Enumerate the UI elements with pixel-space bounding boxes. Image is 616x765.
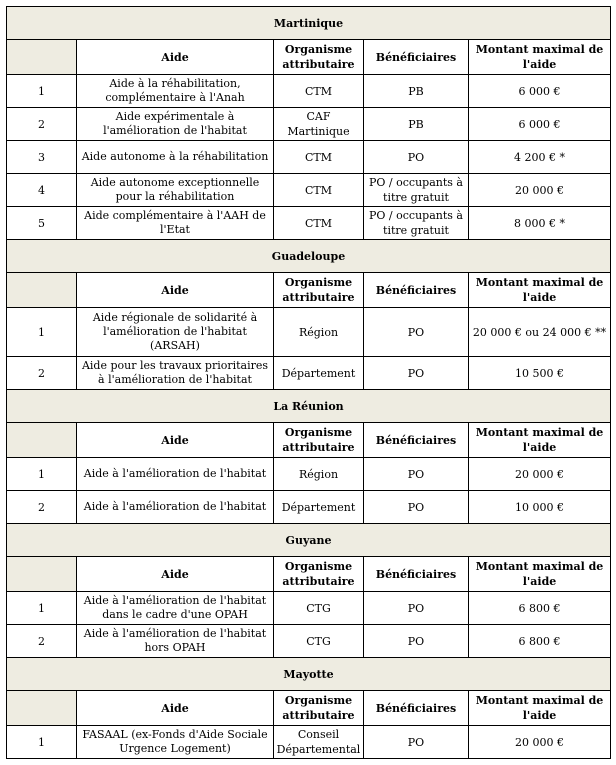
table-row: [7, 625, 611, 658]
header-aide: Aide: [77, 423, 274, 458]
aide-name: Aide à l'amélioration de l'habitat: [77, 491, 274, 524]
beneficiaires-cell: PO: [364, 357, 469, 390]
organisme-cell: CTM: [274, 141, 364, 174]
table-row: [7, 108, 611, 141]
header-blank-cell: [7, 273, 77, 308]
row-number: 1: [7, 458, 77, 491]
montant-cell: 20 000 €: [469, 726, 611, 759]
aide-name: Aide régionale de solidarité à l'amélioration de l'habitat (ARSAH): [77, 308, 274, 357]
header-aide: Aide: [77, 691, 274, 726]
aide-name: Aide autonome à la réhabilitation: [77, 141, 274, 174]
row-number: 2: [7, 491, 77, 524]
region-header-row: [7, 658, 611, 691]
montant-cell: 6 000 €: [469, 108, 611, 141]
header-beneficiaires: Bénéficiaires: [364, 691, 469, 726]
header-organisme: Organisme attributaire: [274, 273, 364, 308]
column-header-row: [7, 423, 611, 458]
row-number: 1: [7, 726, 77, 759]
header-beneficiaires: Bénéficiaires: [364, 423, 469, 458]
montant-cell: 10 000 €: [469, 491, 611, 524]
beneficiaires-cell: PB: [364, 75, 469, 108]
montant-cell: 6 800 €: [469, 625, 611, 658]
montant-cell: 6 800 €: [469, 592, 611, 625]
header-aide: Aide: [77, 273, 274, 308]
beneficiaires-cell: PO: [364, 625, 469, 658]
aide-name: Aide à l'amélioration de l'habitat hors OPAH: [77, 625, 274, 658]
beneficiaires-cell: PO: [364, 308, 469, 357]
column-header-row: [7, 40, 611, 75]
organisme-cell: Conseil Départemental: [274, 726, 364, 759]
aide-name: Aide à l'amélioration de l'habitat dans le cadre d'une OPAH: [77, 592, 274, 625]
header-organisme: Organisme attributaire: [274, 40, 364, 75]
row-number: 3: [7, 141, 77, 174]
header-organisme: Organisme attributaire: [274, 557, 364, 592]
region-header-row: [7, 7, 611, 40]
row-number: 2: [7, 357, 77, 390]
table-row: [7, 207, 611, 240]
beneficiaires-cell: PB: [364, 108, 469, 141]
region-title: Martinique: [7, 7, 611, 40]
aide-name: Aide complémentaire à l'AAH de l'Etat: [77, 207, 274, 240]
montant-cell: 20 000 €: [469, 458, 611, 491]
aide-name: Aide expérimentale à l'amélioration de l'habitat: [77, 108, 274, 141]
region-title: Guadeloupe: [7, 240, 611, 273]
row-number: 5: [7, 207, 77, 240]
region-title: Guyane: [7, 524, 611, 557]
header-blank-cell: [7, 557, 77, 592]
table-row: [7, 726, 611, 759]
header-beneficiaires: Bénéficiaires: [364, 40, 469, 75]
beneficiaires-cell: PO / occupants à titre gratuit: [364, 174, 469, 207]
header-organisme: Organisme attributaire: [274, 423, 364, 458]
header-beneficiaires: Bénéficiaires: [364, 273, 469, 308]
montant-cell: 10 500 €: [469, 357, 611, 390]
table-row: [7, 458, 611, 491]
organisme-cell: CTG: [274, 592, 364, 625]
organisme-cell: Département: [274, 357, 364, 390]
row-number: 2: [7, 625, 77, 658]
header-blank-cell: [7, 40, 77, 75]
header-montant: Montant maximal de l'aide: [469, 557, 611, 592]
header-blank-cell: [7, 691, 77, 726]
header-montant: Montant maximal de l'aide: [469, 273, 611, 308]
header-montant: Montant maximal de l'aide: [469, 40, 611, 75]
column-header-row: [7, 557, 611, 592]
organisme-cell: CTM: [274, 207, 364, 240]
column-header-row: [7, 273, 611, 308]
table-row: [7, 491, 611, 524]
organisme-cell: CTM: [274, 174, 364, 207]
beneficiaires-cell: PO: [364, 141, 469, 174]
aide-name: Aide à l'amélioration de l'habitat: [77, 458, 274, 491]
region-header-row: [7, 524, 611, 557]
row-number: 1: [7, 75, 77, 108]
header-aide: Aide: [77, 557, 274, 592]
montant-cell: 20 000 €: [469, 174, 611, 207]
montant-cell: 4 200 € *: [469, 141, 611, 174]
organisme-cell: Région: [274, 308, 364, 357]
region-title: La Réunion: [7, 390, 611, 423]
row-number: 4: [7, 174, 77, 207]
table-row: [7, 174, 611, 207]
header-montant: Montant maximal de l'aide: [469, 423, 611, 458]
header-organisme: Organisme attributaire: [274, 691, 364, 726]
table-row: [7, 308, 611, 357]
header-montant: Montant maximal de l'aide: [469, 691, 611, 726]
region-header-row: [7, 390, 611, 423]
column-header-row: [7, 691, 611, 726]
row-number: 2: [7, 108, 77, 141]
montant-cell: 6 000 €: [469, 75, 611, 108]
table-row: [7, 75, 611, 108]
aid-table: [6, 6, 611, 759]
organisme-cell: Département: [274, 491, 364, 524]
header-beneficiaires: Bénéficiaires: [364, 557, 469, 592]
organisme-cell: CAF Martinique: [274, 108, 364, 141]
region-header-row: [7, 240, 611, 273]
beneficiaires-cell: PO / occupants à titre gratuit: [364, 207, 469, 240]
montant-cell: 8 000 € *: [469, 207, 611, 240]
row-number: 1: [7, 592, 77, 625]
header-blank-cell: [7, 423, 77, 458]
organisme-cell: CTG: [274, 625, 364, 658]
beneficiaires-cell: PO: [364, 458, 469, 491]
table-row: [7, 141, 611, 174]
organisme-cell: CTM: [274, 75, 364, 108]
table-row: [7, 592, 611, 625]
beneficiaires-cell: PO: [364, 491, 469, 524]
row-number: 1: [7, 308, 77, 357]
table-row: [7, 357, 611, 390]
organisme-cell: Région: [274, 458, 364, 491]
aide-name: Aide pour les travaux prioritaires à l'amélioration de l'habitat: [77, 357, 274, 390]
header-aide: Aide: [77, 40, 274, 75]
beneficiaires-cell: PO: [364, 726, 469, 759]
aide-name: FASAAL (ex-Fonds d'Aide Sociale Urgence Logement): [77, 726, 274, 759]
aide-name: Aide autonome exceptionnelle pour la réhabilitation: [77, 174, 274, 207]
beneficiaires-cell: PO: [364, 592, 469, 625]
region-title: Mayotte: [7, 658, 611, 691]
montant-cell: 20 000 € ou 24 000 € **: [469, 308, 611, 357]
aide-name: Aide à la réhabilitation, complémentaire à l'Anah: [77, 75, 274, 108]
